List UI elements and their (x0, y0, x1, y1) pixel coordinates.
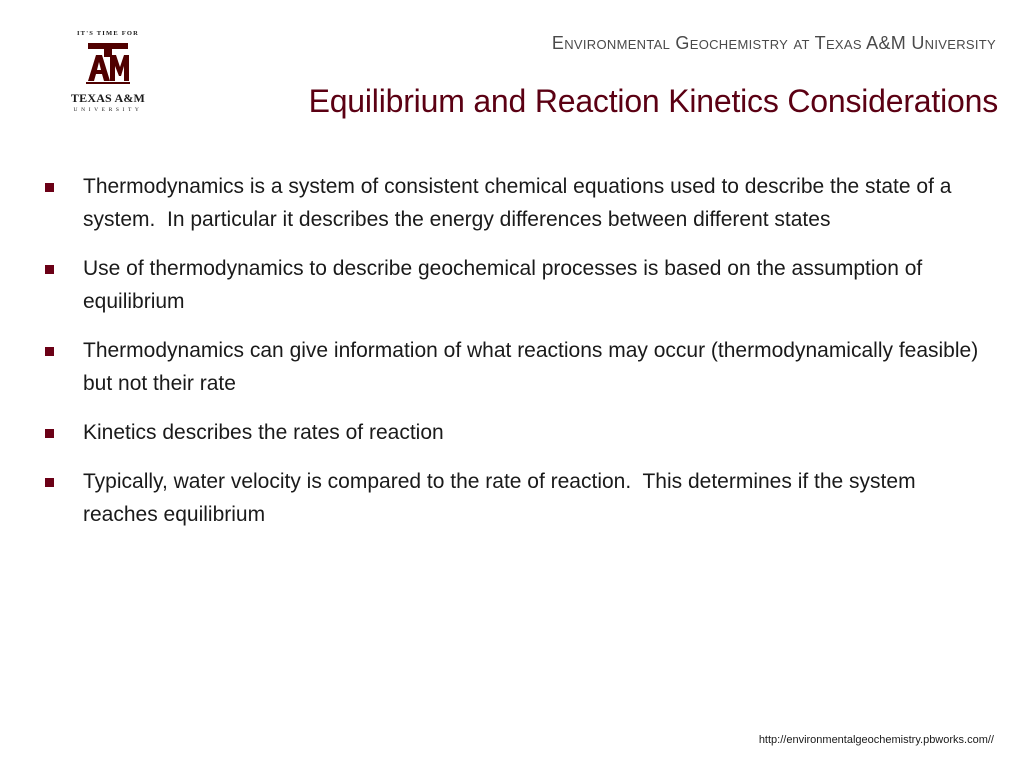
bullet-text: Thermodynamics can give information of what reactions may occur (thermodynamically feasible) but not their rate (83, 339, 985, 395)
logo-name: TEXAS A&M (70, 91, 146, 105)
bullet-text: Use of thermodynamics to describe geochemical processes is based on the assumption of equilibrium (83, 257, 929, 313)
atm-logo-icon (86, 41, 130, 85)
bullet-text: Kinetics describes the rates of reaction (83, 421, 444, 444)
bullet-item (44, 334, 985, 400)
slide-title: Equilibrium and Reaction Kinetics Considerations (308, 83, 998, 119)
bullet-item (44, 465, 979, 531)
square-bullet-icon (45, 429, 54, 438)
bullet-text: Typically, water velocity is compared to the rate of reaction. This determines if the system reaches equilibrium (83, 470, 922, 526)
square-bullet-icon (45, 265, 54, 274)
bullet-list (44, 170, 985, 547)
square-bullet-icon (45, 183, 54, 192)
logo-tagline: IT'S TIME FOR (76, 30, 140, 37)
bullet-text: Thermodynamics is a system of consistent chemical equations used to describe the state of a system. In particular it describes the energy differences between different states (83, 175, 964, 231)
square-bullet-icon (45, 478, 54, 487)
logo-subname: UNIVERSITY (73, 107, 143, 113)
university-logo (58, 30, 158, 120)
bullet-item (44, 416, 979, 449)
bullet-item (44, 170, 979, 236)
bullet-item (44, 252, 979, 318)
square-bullet-icon (45, 347, 54, 356)
footer-url[interactable]: http://environmentalgeochemistry.pbworks.com// (758, 734, 994, 746)
course-header: Environmental Geochemistry at Texas A&M University (551, 33, 996, 53)
